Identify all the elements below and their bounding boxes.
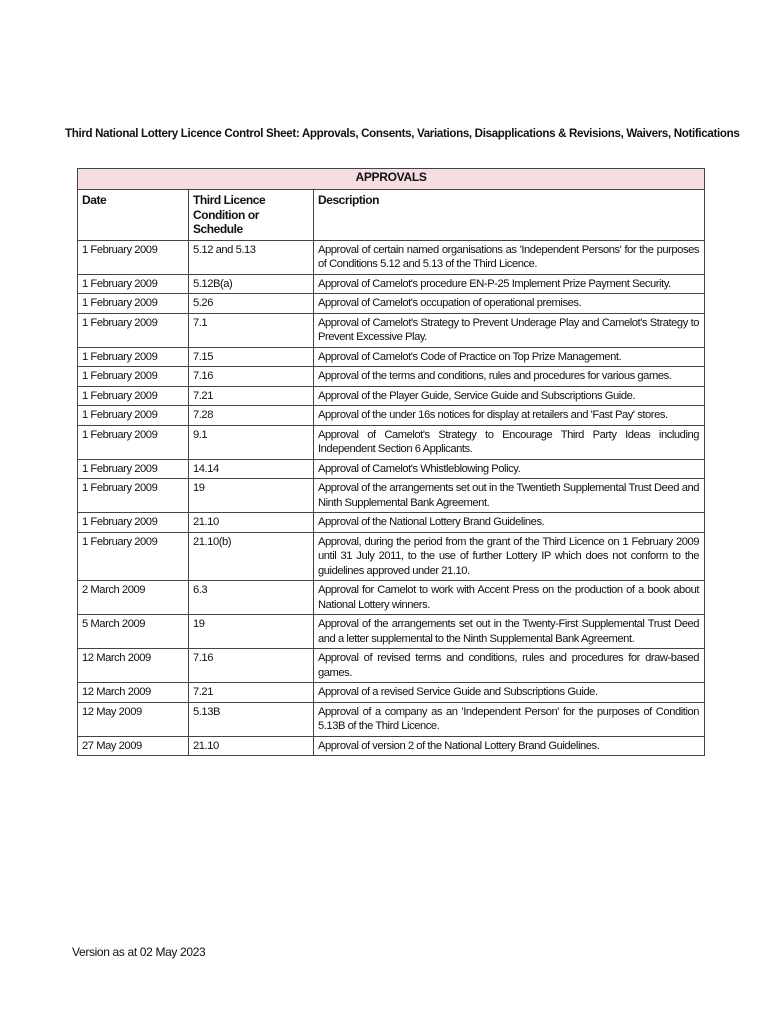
column-header-condition: Third Licence Condition or Schedule — [189, 190, 314, 241]
column-header-date: Date — [78, 190, 189, 241]
document-title: Third National Lottery Licence Control Sheet: Approvals, Consents, Variations, Disapplications & Revisions, Waivers, Notifications — [65, 126, 740, 140]
description-cell: Approval of the terms and conditions, rules and procedures for various games. — [314, 367, 705, 387]
date-cell: 1 February 2009 — [78, 240, 189, 274]
date-cell: 27 May 2009 — [78, 736, 189, 756]
description-cell: Approval, during the period from the grant of the Third Licence on 1 February 2009 until 31 July 2011, to the use of further Lottery IP which does not conform to the guidelines approved under 21.10. — [314, 532, 705, 581]
description-cell: Approval of the under 16s notices for display at retailers and 'Fast Pay' stores. — [314, 406, 705, 426]
description-cell: Approval of the arrangements set out in the Twenty-First Supplemental Trust Deed and a letter supplemental to the Ninth Supplemental Bank Agreement. — [314, 615, 705, 649]
table-row — [78, 649, 705, 683]
description-cell: Approval of Camelot's Whistleblowing Policy. — [314, 459, 705, 479]
description-cell: Approval of a revised Service Guide and Subscriptions Guide. — [314, 683, 705, 703]
condition-cell: 21.10 — [189, 736, 314, 756]
date-cell: 1 February 2009 — [78, 274, 189, 294]
condition-cell: 21.10(b) — [189, 532, 314, 581]
condition-cell: 5.13B — [189, 702, 314, 736]
table-row — [78, 581, 705, 615]
condition-cell: 7.21 — [189, 386, 314, 406]
date-cell: 2 March 2009 — [78, 581, 189, 615]
condition-cell: 7.16 — [189, 367, 314, 387]
table-row — [78, 347, 705, 367]
table-row — [78, 459, 705, 479]
date-cell: 12 May 2009 — [78, 702, 189, 736]
table-row — [78, 683, 705, 703]
description-cell: Approval of the Player Guide, Service Guide and Subscriptions Guide. — [314, 386, 705, 406]
date-cell: 1 February 2009 — [78, 532, 189, 581]
condition-cell: 14.14 — [189, 459, 314, 479]
description-cell: Approval of certain named organisations as 'Independent Persons' for the purposes of Conditions 5.12 and 5.13 of the Third Licence. — [314, 240, 705, 274]
table-row — [78, 702, 705, 736]
table-body — [78, 240, 705, 756]
section-header: APPROVALS — [78, 169, 705, 190]
condition-cell: 7.1 — [189, 313, 314, 347]
condition-cell: 9.1 — [189, 425, 314, 459]
date-cell: 1 February 2009 — [78, 386, 189, 406]
condition-cell: 21.10 — [189, 513, 314, 533]
table-row — [78, 294, 705, 314]
date-cell: 12 March 2009 — [78, 683, 189, 703]
table-row — [78, 240, 705, 274]
condition-cell: 7.15 — [189, 347, 314, 367]
condition-cell: 5.12 and 5.13 — [189, 240, 314, 274]
description-cell: Approval of the National Lottery Brand Guidelines. — [314, 513, 705, 533]
table-row — [78, 313, 705, 347]
table-row — [78, 479, 705, 513]
table-row — [78, 425, 705, 459]
date-cell: 1 February 2009 — [78, 479, 189, 513]
description-cell: Approval of Camelot's Strategy to Prevent Underage Play and Camelot's Strategy to Prevent Excessive Play. — [314, 313, 705, 347]
approvals-table — [77, 168, 705, 756]
table-row — [78, 513, 705, 533]
version-footer: Version as at 02 May 2023 — [72, 945, 206, 959]
column-header-description: Description — [314, 190, 705, 241]
table-row — [78, 532, 705, 581]
date-cell: 1 February 2009 — [78, 406, 189, 426]
description-cell: Approval of Camelot's occupation of operational premises. — [314, 294, 705, 314]
description-cell: Approval of a company as an 'Independent Person' for the purposes of Condition 5.13B of the Third Licence. — [314, 702, 705, 736]
table-row — [78, 386, 705, 406]
table-row — [78, 615, 705, 649]
table-row — [78, 406, 705, 426]
date-cell: 1 February 2009 — [78, 294, 189, 314]
table-row — [78, 736, 705, 756]
table-row — [78, 367, 705, 387]
description-cell: Approval of version 2 of the National Lottery Brand Guidelines. — [314, 736, 705, 756]
condition-cell: 7.16 — [189, 649, 314, 683]
date-cell: 1 February 2009 — [78, 425, 189, 459]
date-cell: 1 February 2009 — [78, 313, 189, 347]
date-cell: 5 March 2009 — [78, 615, 189, 649]
condition-cell: 19 — [189, 615, 314, 649]
condition-cell: 6.3 — [189, 581, 314, 615]
condition-cell: 5.12B(a) — [189, 274, 314, 294]
date-cell: 1 February 2009 — [78, 513, 189, 533]
condition-cell: 19 — [189, 479, 314, 513]
description-cell: Approval of the arrangements set out in the Twentieth Supplemental Trust Deed and Ninth Supplemental Bank Agreement. — [314, 479, 705, 513]
condition-cell: 7.28 — [189, 406, 314, 426]
condition-cell: 5.26 — [189, 294, 314, 314]
description-cell: Approval of Camelot's procedure EN-P-25 Implement Prize Payment Security. — [314, 274, 705, 294]
description-cell: Approval of Camelot's Code of Practice on Top Prize Management. — [314, 347, 705, 367]
date-cell: 12 March 2009 — [78, 649, 189, 683]
date-cell: 1 February 2009 — [78, 367, 189, 387]
description-cell: Approval of Camelot's Strategy to Encourage Third Party Ideas including Independent Section 6 Applicants. — [314, 425, 705, 459]
description-cell: Approval of revised terms and conditions, rules and procedures for draw-based games. — [314, 649, 705, 683]
table-row — [78, 274, 705, 294]
condition-cell: 7.21 — [189, 683, 314, 703]
description-cell: Approval for Camelot to work with Accent Press on the production of a book about National Lottery winners. — [314, 581, 705, 615]
date-cell: 1 February 2009 — [78, 347, 189, 367]
date-cell: 1 February 2009 — [78, 459, 189, 479]
